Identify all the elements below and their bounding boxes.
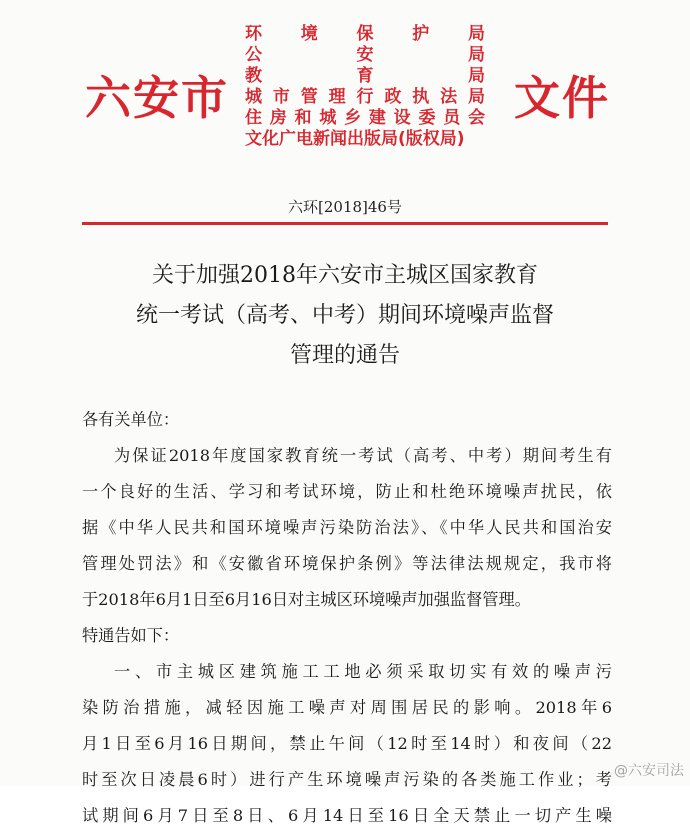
city-name: 六安市 [85,71,229,125]
issuer-line: 环境保护局 [245,24,485,44]
red-divider [82,222,608,225]
issuer-line: 教育局 [245,66,485,86]
body-line: 于2018年6月1日至6月16日对主城区环境噪声加强监督管理。 [82,590,531,609]
body-line: 一个良好的生活、学习和考试环境，防止和杜绝环境噪声扰民，依 [82,482,612,501]
issuer-line: 城市管理行政执法局 [245,87,485,107]
document-number: 六环[2018]46号 [288,198,402,216]
body-line: 试期间6月7日至8日、6月14日至16日全天禁止一切产生噪 [82,806,612,825]
body-line: 为保证2018年度国家教育统一考试（高考、中考）期间考生有 [114,446,612,465]
document-label: 文件 [514,71,610,125]
body-line: 特通告如下： [82,626,180,645]
notice-title [80,256,610,376]
body-line: 月1日至6月16日期间，禁止午间（12时至14时）和夜间（22 [82,734,612,753]
salutation: 各有关单位： [82,410,180,429]
title-line: 管理的通告 [289,343,400,368]
body-line: 管理处罚法》和《安徽省环境保护条例》等法律法规规定，我市将 [82,554,612,573]
issuer-line: 公安局 [245,45,485,65]
document-header [60,24,620,174]
issuer-line: 文化广电新闻出版局(版权局) [245,129,465,149]
body-line: 一、市主城区建筑施工工地必须采取切实有效的噪声污 [114,662,612,681]
body-line: 时至次日凌晨6时）进行产生环境噪声污染的各类施工作业；考 [82,770,612,789]
weibo-watermark: @六安司法 [614,763,684,779]
title-line: 关于加强2018年六安市主城区国家教育 [152,263,538,288]
notice-body [82,402,612,834]
title-line: 统一考试（高考、中考）期间环境噪声监督 [135,303,554,328]
issuer-line: 住房和城乡建设委员会 [245,108,485,128]
body-line: 染防治措施，减轻因施工噪声对周围居民的影响。2018年6 [82,698,612,717]
body-line: 据《中华人民共和国环境噪声污染防治法》、《中华人民共和国治安 [82,518,612,537]
issuer-list [245,24,485,150]
